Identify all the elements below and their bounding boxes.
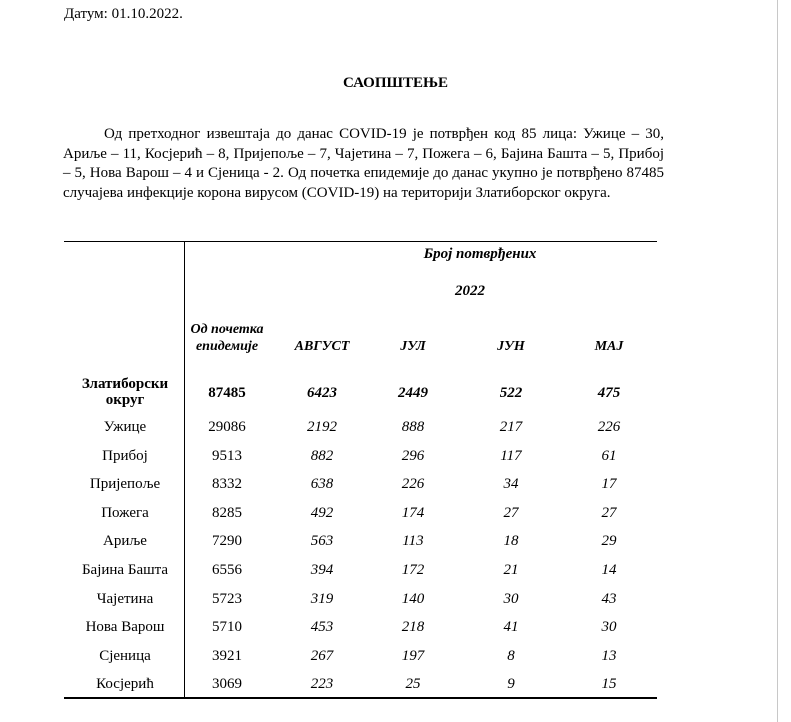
table-cell: 218 xyxy=(401,619,425,635)
page-edge-rule xyxy=(777,0,778,722)
table-cell: 3069 xyxy=(212,676,242,692)
table-cell: 394 xyxy=(310,562,334,578)
table-cell: 61 xyxy=(601,448,617,464)
table-cell: 319 xyxy=(310,591,334,607)
date-line: Датум: 01.10.2022. xyxy=(64,6,183,22)
table-cell: 492 xyxy=(310,505,334,521)
col-header-may: МАЈ xyxy=(594,339,624,354)
table-cell: 223 xyxy=(310,676,334,692)
table-cell: 14 xyxy=(601,562,617,578)
group-header: Број потврђених xyxy=(423,246,537,262)
table-cell: 8285 xyxy=(212,505,242,521)
row-name: Ариље xyxy=(103,533,147,549)
row-name: Ужице xyxy=(103,419,147,435)
total-row-value: 87485 xyxy=(208,385,246,401)
table-cell: 197 xyxy=(401,648,425,664)
table-cell: 29086 xyxy=(208,419,246,435)
col-header-august: АВГУСТ xyxy=(294,339,350,354)
total-row-value: 6423 xyxy=(307,385,337,401)
table-cell: 3921 xyxy=(212,648,242,664)
table-cell: 8332 xyxy=(212,476,242,492)
table-cell: 267 xyxy=(310,648,334,664)
table-cell: 8 xyxy=(507,648,515,664)
year-header: 2022 xyxy=(455,283,485,299)
table-cell: 41 xyxy=(503,619,519,635)
table-cell: 17 xyxy=(601,476,617,492)
table-cell: 882 xyxy=(310,448,334,464)
table-top-rule xyxy=(64,241,657,242)
total-row-name: Златиборски округ xyxy=(81,376,169,408)
col-header-june: ЈУН xyxy=(497,339,525,354)
table-cell: 296 xyxy=(401,448,425,464)
table-cell: 226 xyxy=(401,476,425,492)
row-name: Прибој xyxy=(102,448,148,464)
table-cell: 7290 xyxy=(212,533,242,549)
report-paragraph: Од претходног извештаја до данас COVID-19 је потврђен код 85 лица: Ужице – 30, Ариље – 11, Косјерић – 8, Пријепоље – 7, Чајетина – 7, Пожега – 6, Бајина Башта – 5, Прибој – 5, Нова Варош – 4 и Сјеница - 2. Од почетка епидемије до данас укупно је потврђено 87485 случајева инфекције корона вирусом (COVID-19) на територији Златиборског округа. xyxy=(63,126,664,201)
table-cell: 172 xyxy=(401,562,425,578)
table-cell: 5723 xyxy=(212,591,242,607)
table-cell: 21 xyxy=(503,562,519,578)
table-cell: 9 xyxy=(507,676,515,692)
table-cell: 30 xyxy=(601,619,617,635)
total-row-value: 522 xyxy=(499,385,523,401)
table-cell: 226 xyxy=(597,419,621,435)
table-cell: 27 xyxy=(503,505,519,521)
total-row-value: 2449 xyxy=(398,385,428,401)
table-bottom-rule xyxy=(64,697,657,699)
table-cell: 2192 xyxy=(307,419,337,435)
table-cell: 453 xyxy=(310,619,334,635)
table-cell: 29 xyxy=(601,533,617,549)
table-cell: 117 xyxy=(500,448,522,464)
document-heading: САОПШТЕЊЕ xyxy=(342,75,449,91)
table-cell: 13 xyxy=(601,648,617,664)
col-header-since-start: Од почетка епидемије xyxy=(190,322,264,354)
table-cell: 43 xyxy=(601,591,617,607)
table-cell: 15 xyxy=(601,676,617,692)
table-cell: 217 xyxy=(499,419,523,435)
table-cell: 27 xyxy=(601,505,617,521)
table-cell: 563 xyxy=(310,533,334,549)
row-name: Пријепоље xyxy=(89,476,161,492)
table-cell: 6556 xyxy=(212,562,242,578)
row-name: Чајетина xyxy=(96,591,154,607)
table-cell: 25 xyxy=(405,676,421,692)
table-cell: 888 xyxy=(401,419,425,435)
table-cell: 140 xyxy=(401,591,425,607)
row-name: Бајина Башта xyxy=(81,562,169,578)
table-cell: 34 xyxy=(503,476,519,492)
row-name: Сјеница xyxy=(99,648,151,664)
table-cell: 5710 xyxy=(212,619,242,635)
row-name: Косјерић xyxy=(96,676,154,692)
table-cell: 18 xyxy=(503,533,519,549)
table-cell: 30 xyxy=(503,591,519,607)
table-cell: 9513 xyxy=(212,448,242,464)
total-row-value: 475 xyxy=(597,385,621,401)
table-cell: 174 xyxy=(401,505,425,521)
row-name: Нова Варош xyxy=(85,619,165,635)
table-cell: 638 xyxy=(310,476,334,492)
col-header-july: ЈУЛ xyxy=(400,339,426,354)
table-cell: 113 xyxy=(402,533,424,549)
row-name: Пожега xyxy=(101,505,149,521)
